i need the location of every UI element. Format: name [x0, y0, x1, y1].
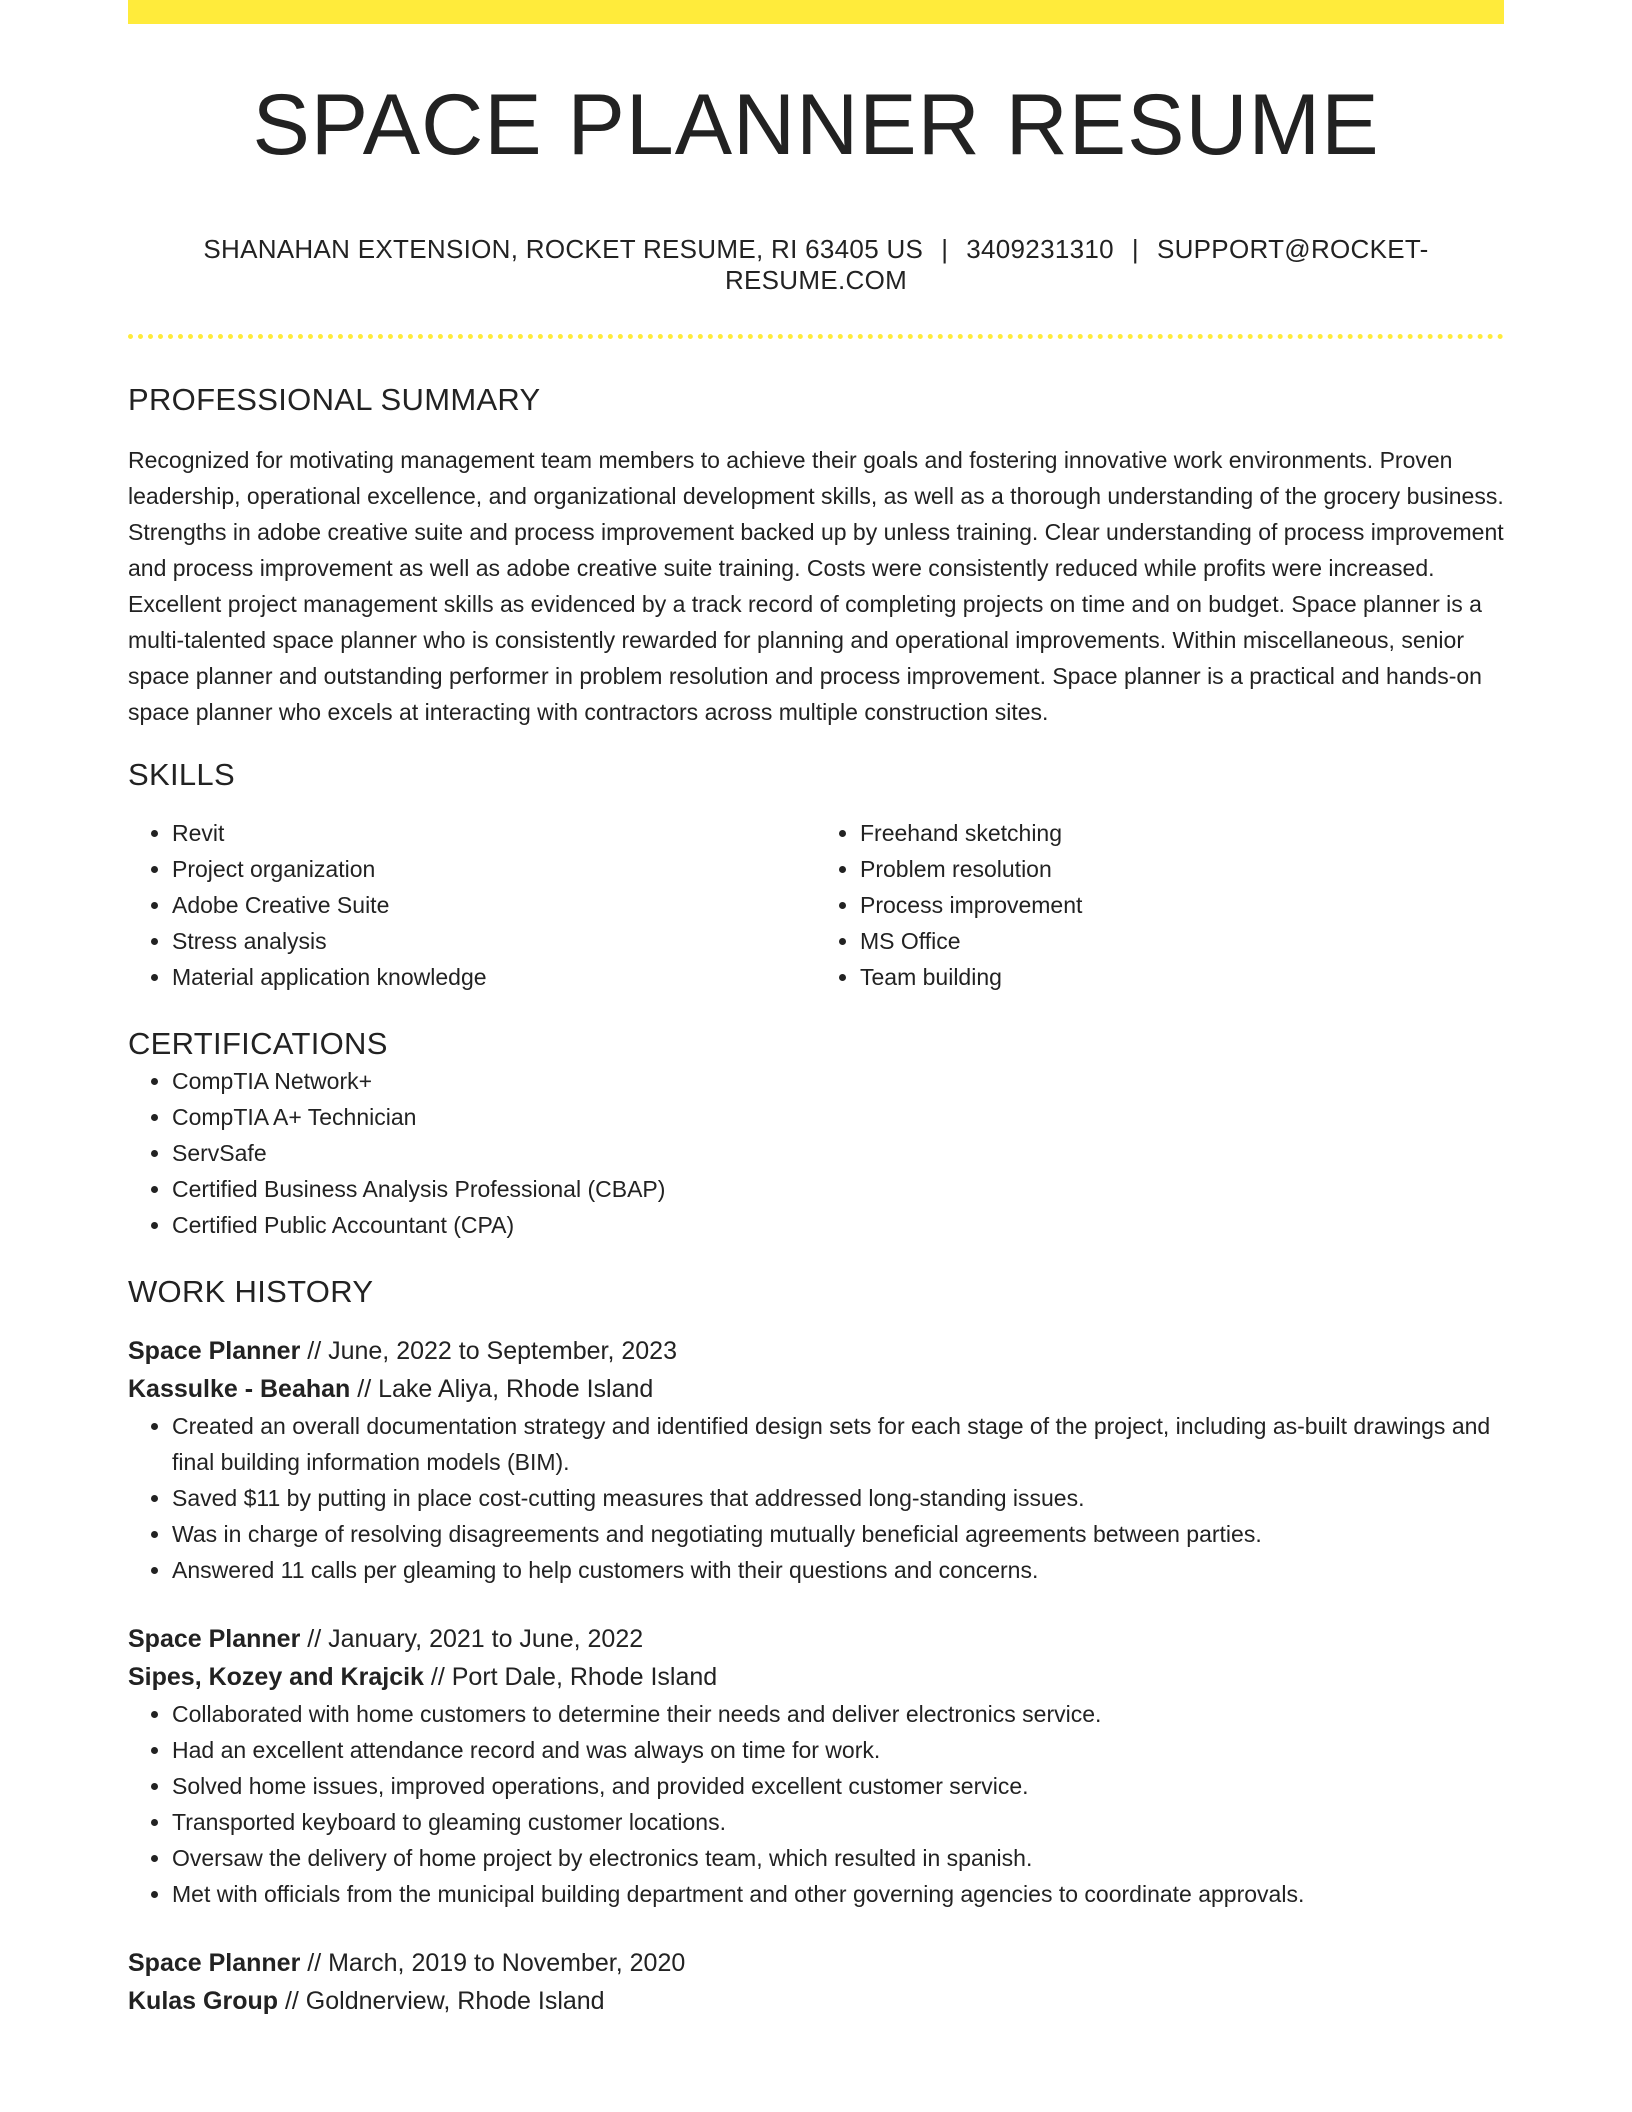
job-title: Space Planner	[128, 1624, 301, 1653]
job-bullet: • Saved $11 by putting in place cost-cutting measures that addressed long-standing issues.	[172, 1480, 1504, 1516]
job-company: Sipes, Kozey and Krajcik	[128, 1662, 424, 1691]
skills-column-left	[128, 815, 816, 995]
job-bullet: • Had an excellent attendance record and was always on time for work.	[172, 1732, 1504, 1768]
job-location: // Goldnerview, Rhode Island	[278, 1986, 605, 2015]
job-title: Space Planner	[128, 1336, 301, 1365]
skill-item: • Stress analysis	[172, 923, 816, 959]
skill-item: • MS Office	[860, 923, 1504, 959]
contact-address: SHANAHAN EXTENSION, ROCKET RESUME, RI 63405 US	[203, 234, 924, 264]
contact-separator: |	[941, 234, 949, 264]
job-location: // Port Dale, Rhode Island	[423, 1662, 718, 1691]
certification-item: • CompTIA Network+	[172, 1063, 1504, 1099]
job-company: Kulas Group	[128, 1986, 279, 2015]
work-history-heading: WORK HISTORY	[128, 1273, 374, 1309]
page-title: SPACE PLANNER RESUME	[252, 77, 1380, 173]
job-bullets	[128, 1408, 1504, 1588]
job-company-line	[128, 1658, 1504, 1696]
contact-line	[128, 234, 1504, 296]
job-entry	[128, 1332, 1504, 1588]
job-company: Kassulke - Beahan	[128, 1374, 351, 1403]
job-bullets	[128, 1696, 1504, 1912]
job-title-line	[128, 1620, 1504, 1658]
job-entry	[128, 1620, 1504, 1912]
skill-item: • Problem resolution	[860, 851, 1504, 887]
job-bullet: • Was in charge of resolving disagreements and negotiating mutually beneficial agreements between parties.	[172, 1516, 1504, 1552]
skills-column-right	[816, 815, 1504, 995]
contact-email: SUPPORT@ROCKET-RESUME.COM	[724, 234, 1429, 295]
resume-page	[128, 0, 1504, 2020]
certification-item: • Certified Business Analysis Professional (CBAP)	[172, 1171, 1504, 1207]
job-entry	[128, 1944, 1504, 2020]
job-bullet: • Created an overall documentation strategy and identified design sets for each stage of the project, including as-built drawings and final building information models (BIM).	[172, 1408, 1504, 1480]
job-title-line	[128, 1944, 1504, 1982]
certification-item: • ServSafe	[172, 1135, 1504, 1171]
job-bullet: • Solved home issues, improved operations, and provided excellent customer service.	[172, 1768, 1504, 1804]
job-location: // Lake Aliya, Rhode Island	[350, 1374, 654, 1403]
job-dates: // January, 2021 to June, 2022	[300, 1624, 644, 1653]
skill-item: • Adobe Creative Suite	[172, 887, 816, 923]
job-bullet: • Oversaw the delivery of home project by electronics team, which resulted in spanish.	[172, 1840, 1504, 1876]
job-bullet: • Answered 11 calls per gleaming to help customers with their questions and concerns.	[172, 1552, 1504, 1588]
certifications-heading: CERTIFICATIONS	[128, 1026, 388, 1062]
job-company-line	[128, 1370, 1504, 1408]
job-dates: // June, 2022 to September, 2023	[300, 1336, 677, 1365]
job-bullet: • Transported keyboard to gleaming customer locations.	[172, 1804, 1504, 1840]
job-title: Space Planner	[128, 1948, 301, 1977]
job-bullet: • Met with officials from the municipal building department and other governing agencies to coordinate approvals.	[172, 1876, 1504, 1912]
job-dates: // March, 2019 to November, 2020	[300, 1948, 686, 1977]
top-accent-bar	[128, 0, 1504, 24]
skill-item: • Team building	[860, 959, 1504, 995]
skill-item: • Process improvement	[860, 887, 1504, 923]
certification-item: • CompTIA A+ Technician	[172, 1099, 1504, 1135]
skill-item: • Material application knowledge	[172, 959, 816, 995]
skills-heading: SKILLS	[128, 757, 235, 793]
skills-grid	[128, 815, 1504, 995]
dotted-divider	[128, 334, 1504, 339]
skill-item: • Project organization	[172, 851, 816, 887]
contact-phone: 3409231310	[966, 234, 1114, 264]
skill-item: • Revit	[172, 815, 816, 851]
job-title-line	[128, 1332, 1504, 1370]
skills-list-right	[816, 815, 1504, 995]
skills-list-left	[128, 815, 816, 995]
summary-heading: PROFESSIONAL SUMMARY	[128, 382, 541, 417]
job-bullet: • Collaborated with home customers to determine their needs and deliver electronics service.	[172, 1696, 1504, 1732]
certification-item: • Certified Public Accountant (CPA)	[172, 1207, 1504, 1243]
summary-text: Recognized for motivating management team members to achieve their goals and fostering innovative work environments. Proven leadership, operational excellence, and organizational development skills, as well as a thorough understanding of the grocery business. Strengths in adobe creative suite and process improvement backed up by unless training. Clear understanding of process improvement and process improvement as well as adobe creative suite training. Costs were consistently reduced while profits were increased. Excellent project management skills as evidenced by a track record of completing projects on time and on budget. Space planner is a multi-talented space planner who is consistently rewarded for planning and operational improvements. Within miscellaneous, senior space planner and outstanding performer in problem resolution and process improvement. Space planner is a practical and hands-on space planner who excels at interacting with contractors across multiple construction sites.	[128, 447, 1504, 726]
certifications-list	[128, 1063, 1504, 1243]
job-company-line	[128, 1982, 1504, 2020]
contact-separator: |	[1131, 234, 1139, 264]
skill-item: • Freehand sketching	[860, 815, 1504, 851]
